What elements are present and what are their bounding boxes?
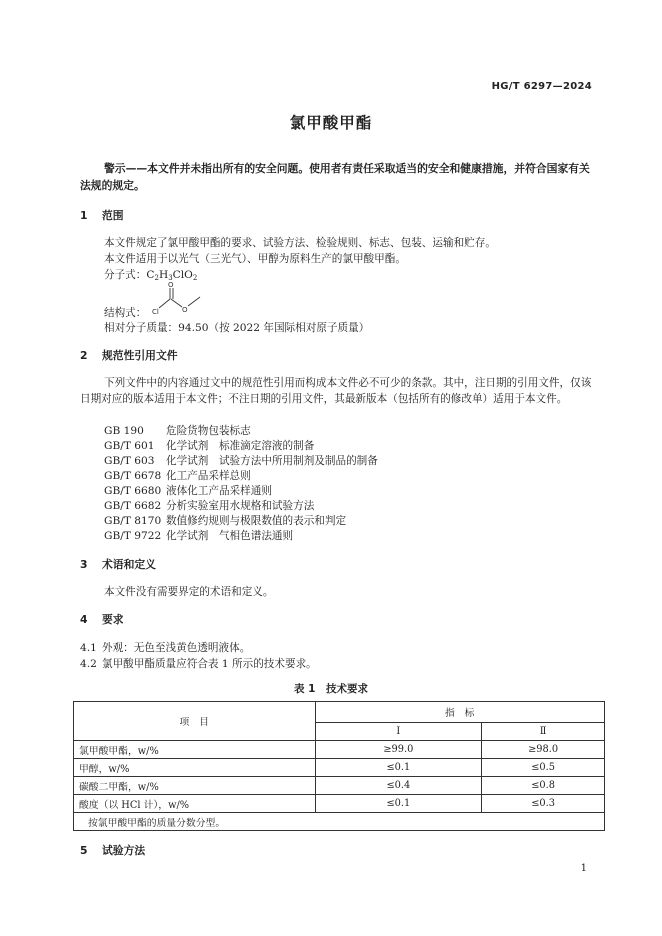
formula-oxygen-count: 2 <box>192 274 198 282</box>
table-row <box>74 795 605 813</box>
row-grade-1: ≤0.1 <box>315 759 482 777</box>
row-item: 酸度（以 HCl 计），w/% <box>74 795 316 813</box>
reference-item <box>104 498 314 513</box>
section-number: 3 <box>80 558 88 571</box>
row-grade-1: ≤0.4 <box>315 777 482 795</box>
ref-name: 分析实验室用水规格和试验方法 <box>166 500 315 512</box>
ref-code: GB/T 6678 <box>104 470 162 482</box>
section-1-heading <box>80 208 124 223</box>
ref-code: GB/T 6680 <box>104 485 162 497</box>
atom-o-top: O <box>168 282 174 289</box>
table-row <box>74 741 605 759</box>
section-5-heading <box>80 843 145 858</box>
header-item: 项 目 <box>74 702 316 741</box>
row-grade-1: ≤0.1 <box>315 795 482 813</box>
ref-name: 液体化工产品采样通则 <box>166 485 272 497</box>
row-grade-2: ≥98.0 <box>482 741 605 759</box>
section-title: 范围 <box>102 209 124 222</box>
structure-label: 结构式： <box>104 307 147 319</box>
header-grade-1: Ⅰ <box>315 723 482 741</box>
section-title: 规范性引用文件 <box>102 349 178 362</box>
reference-item <box>104 468 251 483</box>
table-note: 按氯甲酸甲酯的质量分数分型。 <box>74 813 605 831</box>
reference-item <box>104 453 378 468</box>
row-grade-2: ≤0.3 <box>482 795 605 813</box>
section-number: 5 <box>80 844 88 857</box>
clause-text: 外观：无色至浅黄色透明液体。 <box>102 642 251 654</box>
clause-number: 4.1 <box>80 642 97 654</box>
section-number: 1 <box>80 209 88 222</box>
formula-hydrogen: H <box>158 269 169 281</box>
ref-name: 化工产品采样总则 <box>166 470 251 482</box>
header-index: 指 标 <box>315 702 605 723</box>
reference-item <box>104 528 293 543</box>
formula-rest: ClO <box>172 269 193 281</box>
table-row <box>74 759 605 777</box>
molecular-formula <box>104 267 197 282</box>
formula-carbon: C <box>146 269 155 281</box>
ref-code: GB/T 601 <box>104 440 155 452</box>
clause-text: 氯甲酸甲酯质量应符合表 1 所示的技术要求。 <box>102 658 317 670</box>
row-grade-2: ≤0.5 <box>482 759 605 777</box>
section-title: 要求 <box>102 613 124 626</box>
row-item: 甲醇，w/% <box>74 759 316 777</box>
ref-code: GB/T 6682 <box>104 500 162 512</box>
formula-hydrogen-count: 3 <box>168 274 173 282</box>
bond-cl-c <box>159 299 170 308</box>
ref-code: GB/T 8170 <box>104 515 162 527</box>
table-title: 表 1 技术要求 <box>294 683 368 695</box>
terms-text: 本文件没有需要界定的术语和定义。 <box>104 586 274 598</box>
reference-item <box>104 438 314 453</box>
molecular-mass: 相对分子质量：94.50（按 2022 年国际相对原子质量） <box>104 322 370 334</box>
reference-item <box>104 423 251 438</box>
bond-o-ch3 <box>188 297 200 306</box>
ref-name: 数值修约规则与极限数值的表示和判定 <box>166 515 347 527</box>
standard-code: HG/T 6297—2024 <box>491 81 592 92</box>
structural-formula <box>150 282 210 316</box>
reference-item <box>104 483 272 498</box>
section-number: 2 <box>80 349 88 362</box>
section-number: 4 <box>80 613 88 626</box>
scope-line-1: 本文件规定了氯甲酸甲酯的要求、试验方法、检验规则、标志、包装、运输和贮存。 <box>104 237 496 249</box>
section-title: 术语和定义 <box>102 558 156 571</box>
section-3-heading <box>80 557 156 572</box>
ref-code: GB/T 603 <box>104 455 155 467</box>
clause-4-2 <box>80 656 317 671</box>
bond-c-o <box>171 299 182 307</box>
section-2-heading <box>80 348 178 363</box>
row-item: 氯甲酸甲酯，w/% <box>74 741 316 759</box>
table-row <box>74 777 605 795</box>
clause-number: 4.2 <box>80 658 97 670</box>
row-item: 碳酸二甲酯，w/% <box>74 777 316 795</box>
header-grade-2: Ⅱ <box>482 723 605 741</box>
clause-4-1 <box>80 640 250 655</box>
section-4-heading <box>80 612 124 627</box>
document-title: 氯甲酸甲酯 <box>289 114 373 132</box>
formula-label: 分子式： <box>104 269 147 281</box>
ref-code: GB/T 9722 <box>104 530 162 542</box>
scope-line-2: 本文件适用于以光气（三光气）、甲醇为原料生产的氯甲酸甲酯。 <box>104 253 406 265</box>
ref-name: 化学试剂 气相色谱法通则 <box>166 530 294 542</box>
atom-o-mid: O <box>182 306 188 314</box>
reference-item <box>104 513 346 528</box>
ref-name: 化学试剂 标准滴定溶液的制备 <box>166 440 315 452</box>
row-grade-1: ≥99.0 <box>315 741 482 759</box>
formula-carbon-count: 2 <box>154 274 159 282</box>
ref-name: 化学试剂 试验方法中所用制剂及制品的制备 <box>166 455 378 467</box>
row-grade-2: ≤0.8 <box>482 777 605 795</box>
atom-cl: Cl <box>152 308 159 316</box>
technical-requirements-table <box>73 701 605 831</box>
normative-references-intro: 下列文件中的内容通过文中的规范性引用而构成本文件必不可少的条款。其中，注日期的引用文件，仅该日期对应的版本适用于本文件；不注日期的引用文件，其最新版本（包括所有的修改单）适用于本文件。 <box>80 377 592 405</box>
page-number: 1 <box>580 863 587 874</box>
ref-name: 危险货物包装标志 <box>166 425 251 437</box>
section-title: 试验方法 <box>102 844 146 857</box>
safety-warning: 警示——本文件并未指出所有的安全问题。使用者有责任采取适当的安全和健康措施，并符合国家有关法规的规定。 <box>80 162 590 192</box>
ref-code: GB 190 <box>104 425 144 437</box>
